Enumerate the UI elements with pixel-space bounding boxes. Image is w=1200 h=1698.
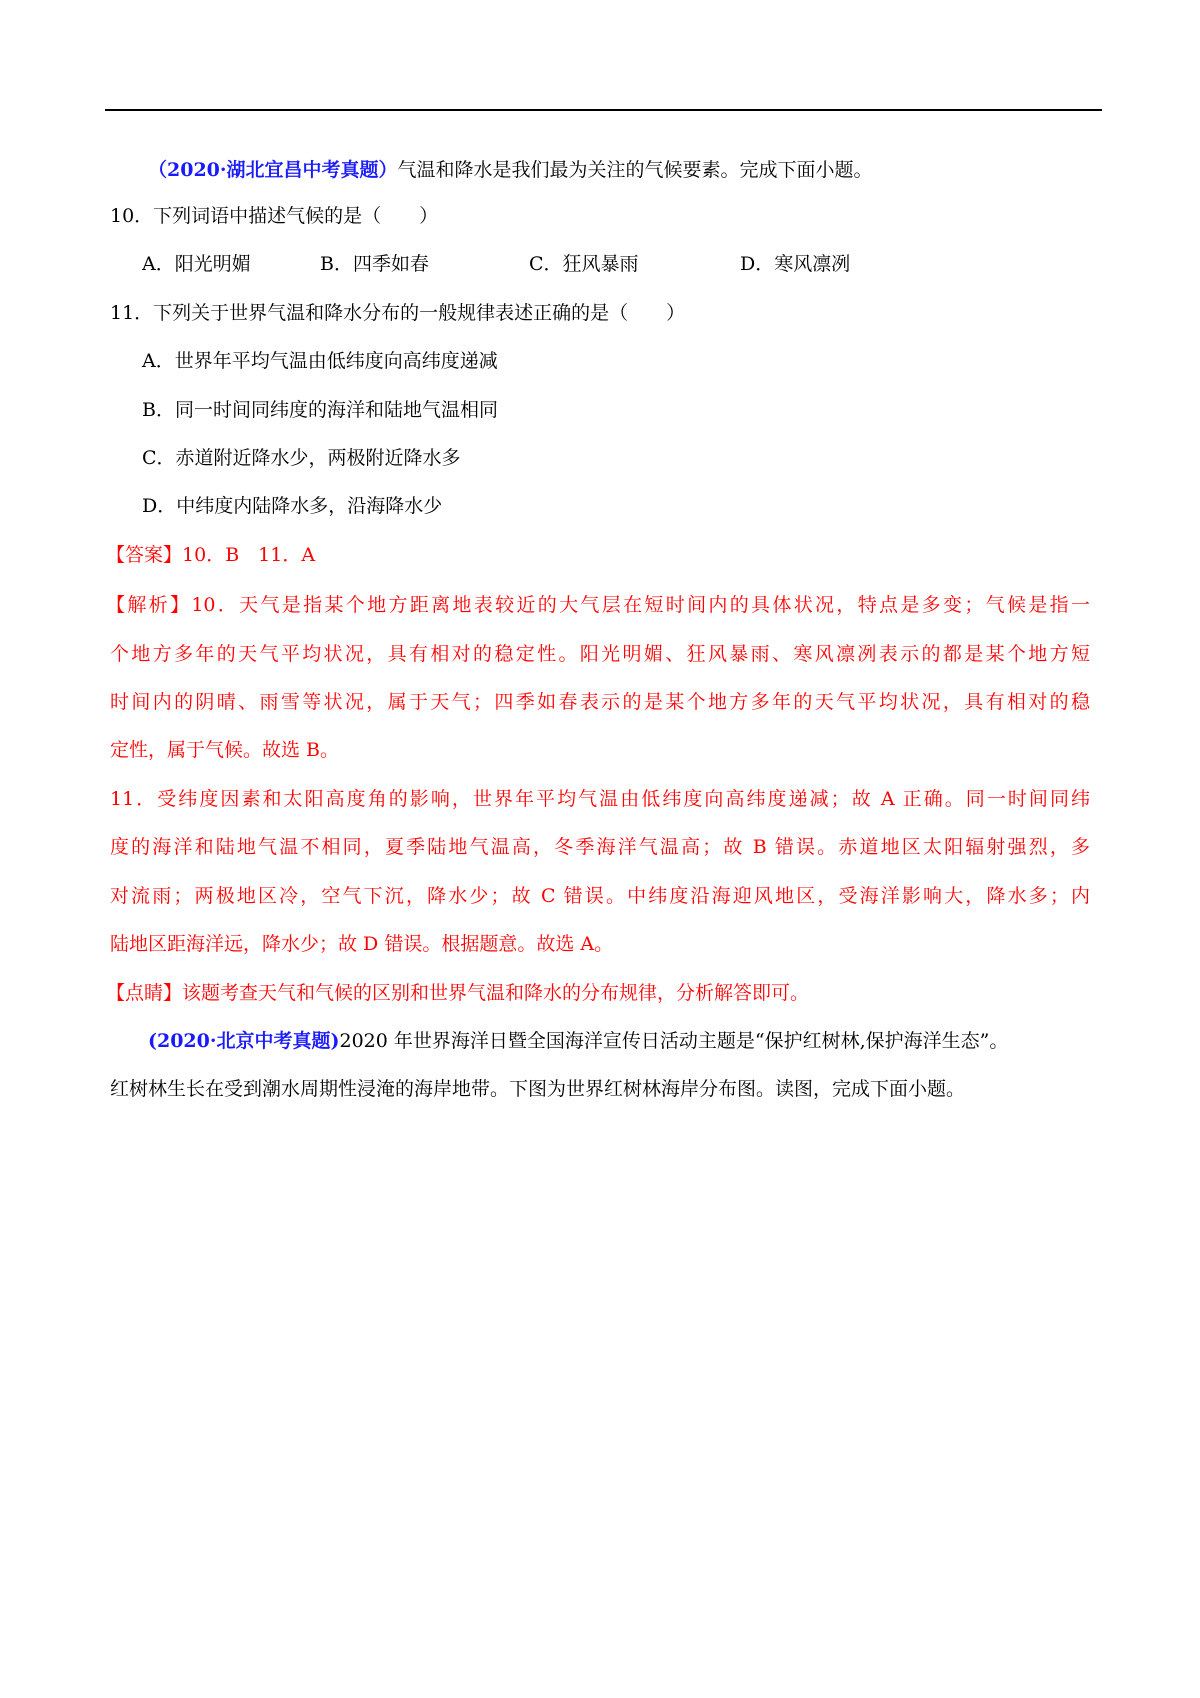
analysis-q10-text-4: 定性，属于气候。故选 B。 [110, 739, 340, 761]
q10-option-c: C．狂风暴雨 [529, 253, 639, 275]
q11-option-c: C．赤道附近降水少，两极附近降水多 [142, 447, 461, 469]
q11-option-a: A．世界年平均气温由低纬度向高纬度递减 [142, 350, 498, 372]
comment-text: 该题考查天气和气候的区别和世界气温和降水的分布规律，分析解答即可。 [182, 982, 810, 1004]
analysis-line-1 [106, 591, 1090, 619]
analysis-q11-text-3: 对流雨；两极地区冷，空气下沉，降水少；故 C 错误。中纬度沿海迎风地区，受海洋影响大，降水多；内 [110, 885, 1090, 907]
q10-option-d: D．寒风凛冽 [740, 253, 851, 275]
answer-label: 【答案】 [106, 544, 183, 566]
analysis-q11-text-1: 11．受纬度因素和太阳高度角的影响，世界年平均气温由低纬度向高纬度递减；故 A 正确。同一时间同纬 [110, 788, 1090, 810]
intro2-line-1 [148, 1027, 1008, 1055]
comment-label: 【点睛】 [106, 982, 183, 1004]
intro1-source: （2020·湖北宜昌中考真题） [148, 159, 398, 181]
q10-option-b: B．四季如春 [320, 253, 429, 275]
q10-stem: 10．下列词语中描述气候的是（ ） [110, 205, 439, 227]
analysis-q10-text-3: 时间内的阴晴、雨雪等状况，属于天气；四季如春表示的是某个地方多年的天气平均状况，具有相对的稳 [110, 691, 1090, 713]
q11-option-b: B．同一时间同纬度的海洋和陆地气温相同 [142, 399, 498, 421]
header-rule [105, 109, 1102, 111]
answer-text: 10．B 11．A [182, 544, 316, 566]
intro1-line [148, 156, 873, 184]
intro2-line-2: 红树林生长在受到潮水周期性浸淹的海岸地带。下图为世界红树林海岸分布图。读图，完成下面小题。 [110, 1078, 966, 1100]
comment-line [106, 979, 809, 1007]
analysis-q11-text-4: 陆地区距海洋远，降水少；故 D 错误。根据题意。故选 A。 [110, 933, 614, 955]
analysis-q10-text-2: 个地方多年的天气平均状况，具有相对的稳定性。阳光明媚、狂风暴雨、寒风凛冽表示的都是某个地方短 [110, 643, 1090, 665]
intro2-source: (2020·北京中考真题) [148, 1030, 340, 1052]
analysis-q10-text-1: 10．天气是指某个地方距离地表较近的大气层在短时间内的具体状况，特点是多变；气候是指一 [191, 594, 1090, 616]
q11-stem: 11．下列关于世界气温和降水分布的一般规律表述正确的是（ ） [110, 302, 686, 324]
intro2-text-1: 2020 年世界海洋日暨全国海洋宣传日活动主题是“保护红树林,保护海洋生态”。 [339, 1030, 1009, 1052]
analysis-q11-text-2: 度的海洋和陆地气温不相同，夏季陆地气温高，冬季海洋气温高；故 B 错误。赤道地区太阳辐射强烈，多 [110, 836, 1090, 858]
answer-line [106, 541, 315, 569]
analysis-label: 【解析】 [106, 594, 192, 616]
q10-option-a: A．阳光明媚 [142, 253, 251, 275]
intro1-text: 气温和降水是我们最为关注的气候要素。完成下面小题。 [397, 159, 873, 181]
q11-option-d: D．中纬度内陆降水多，沿海降水少 [142, 495, 443, 517]
